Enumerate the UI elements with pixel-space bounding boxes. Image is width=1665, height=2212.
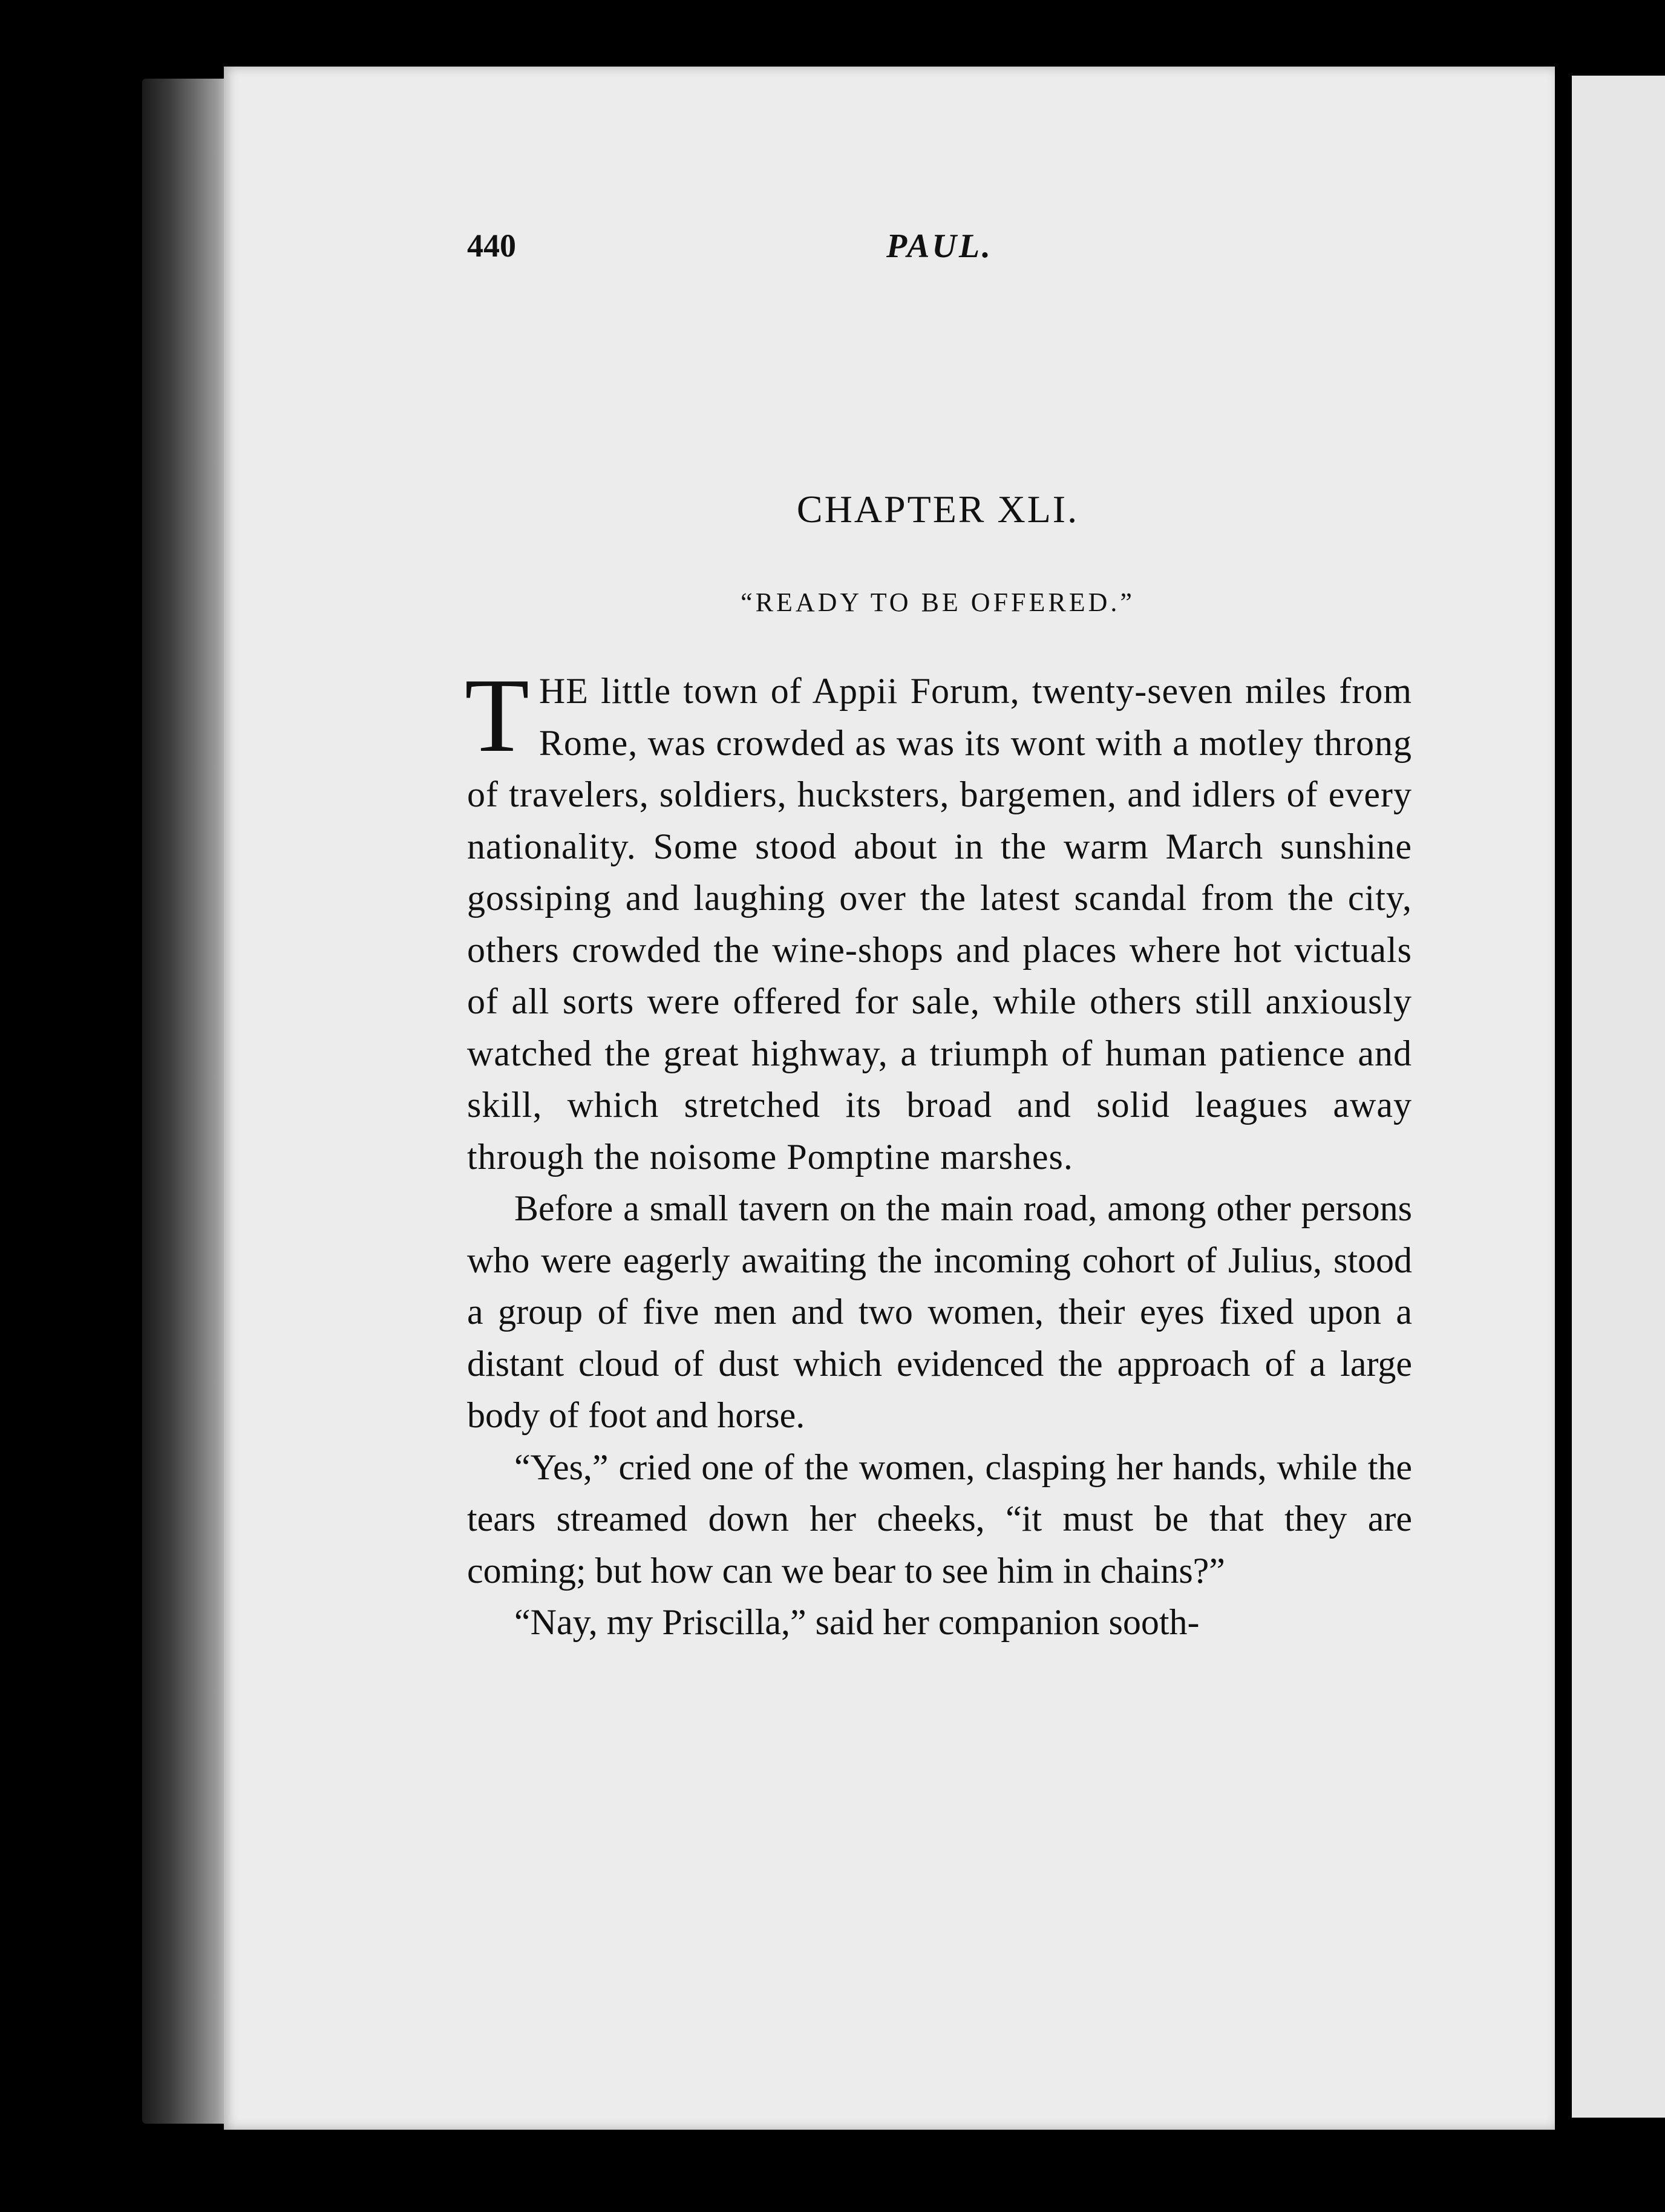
body-text — [465, 656, 1412, 1649]
paragraph-2: Before a small tavern on the main road, among other persons who were eagerly awaiting the incoming cohort of Julius, stood a group of five men and two women, their eyes fixed upon a distant cloud of dust which evidenced the approach of a large body of foot and horse. — [467, 1188, 1412, 1435]
page-edge-stack — [142, 79, 230, 2124]
paragraph-3: “Yes,” cried one of the women, clasping her hands, while the tears streamed down her cheeks, “it must be that they are coming; but how can we bear to see him in chains?” — [467, 1447, 1412, 1591]
drop-cap: T — [465, 656, 529, 774]
running-title: PAUL. — [886, 227, 993, 265]
facing-page-edge — [1572, 76, 1665, 2118]
chapter-title: CHAPTER XLI. — [796, 488, 1079, 531]
page-number: 440 — [467, 227, 516, 264]
paragraph-4: “Nay, my Priscilla,” said her companion sooth- — [514, 1602, 1200, 1642]
paragraph-text: HE little town of Appii Forum, twenty-seven miles from Rome, was crowded as was its wont with a motley throng of travelers, soldiers, hucksters, bargemen, and idlers of every nationality. Some stood about in the warm March sunshine gossiping and laughing over the latest scandal from the city, others crowded the wine-shops and places where hot victuals of all sorts were offered for sale, while others still anxiously watched the great highway, a triumph of human patience and skill, which stretched its broad and solid leagues away through the noisome Pomptine marshes. — [467, 671, 1412, 1177]
paragraph-1 — [465, 656, 1412, 1183]
running-header — [467, 227, 1665, 275]
chapter-subtitle: “READY TO BE OFFERED.” — [741, 587, 1135, 617]
